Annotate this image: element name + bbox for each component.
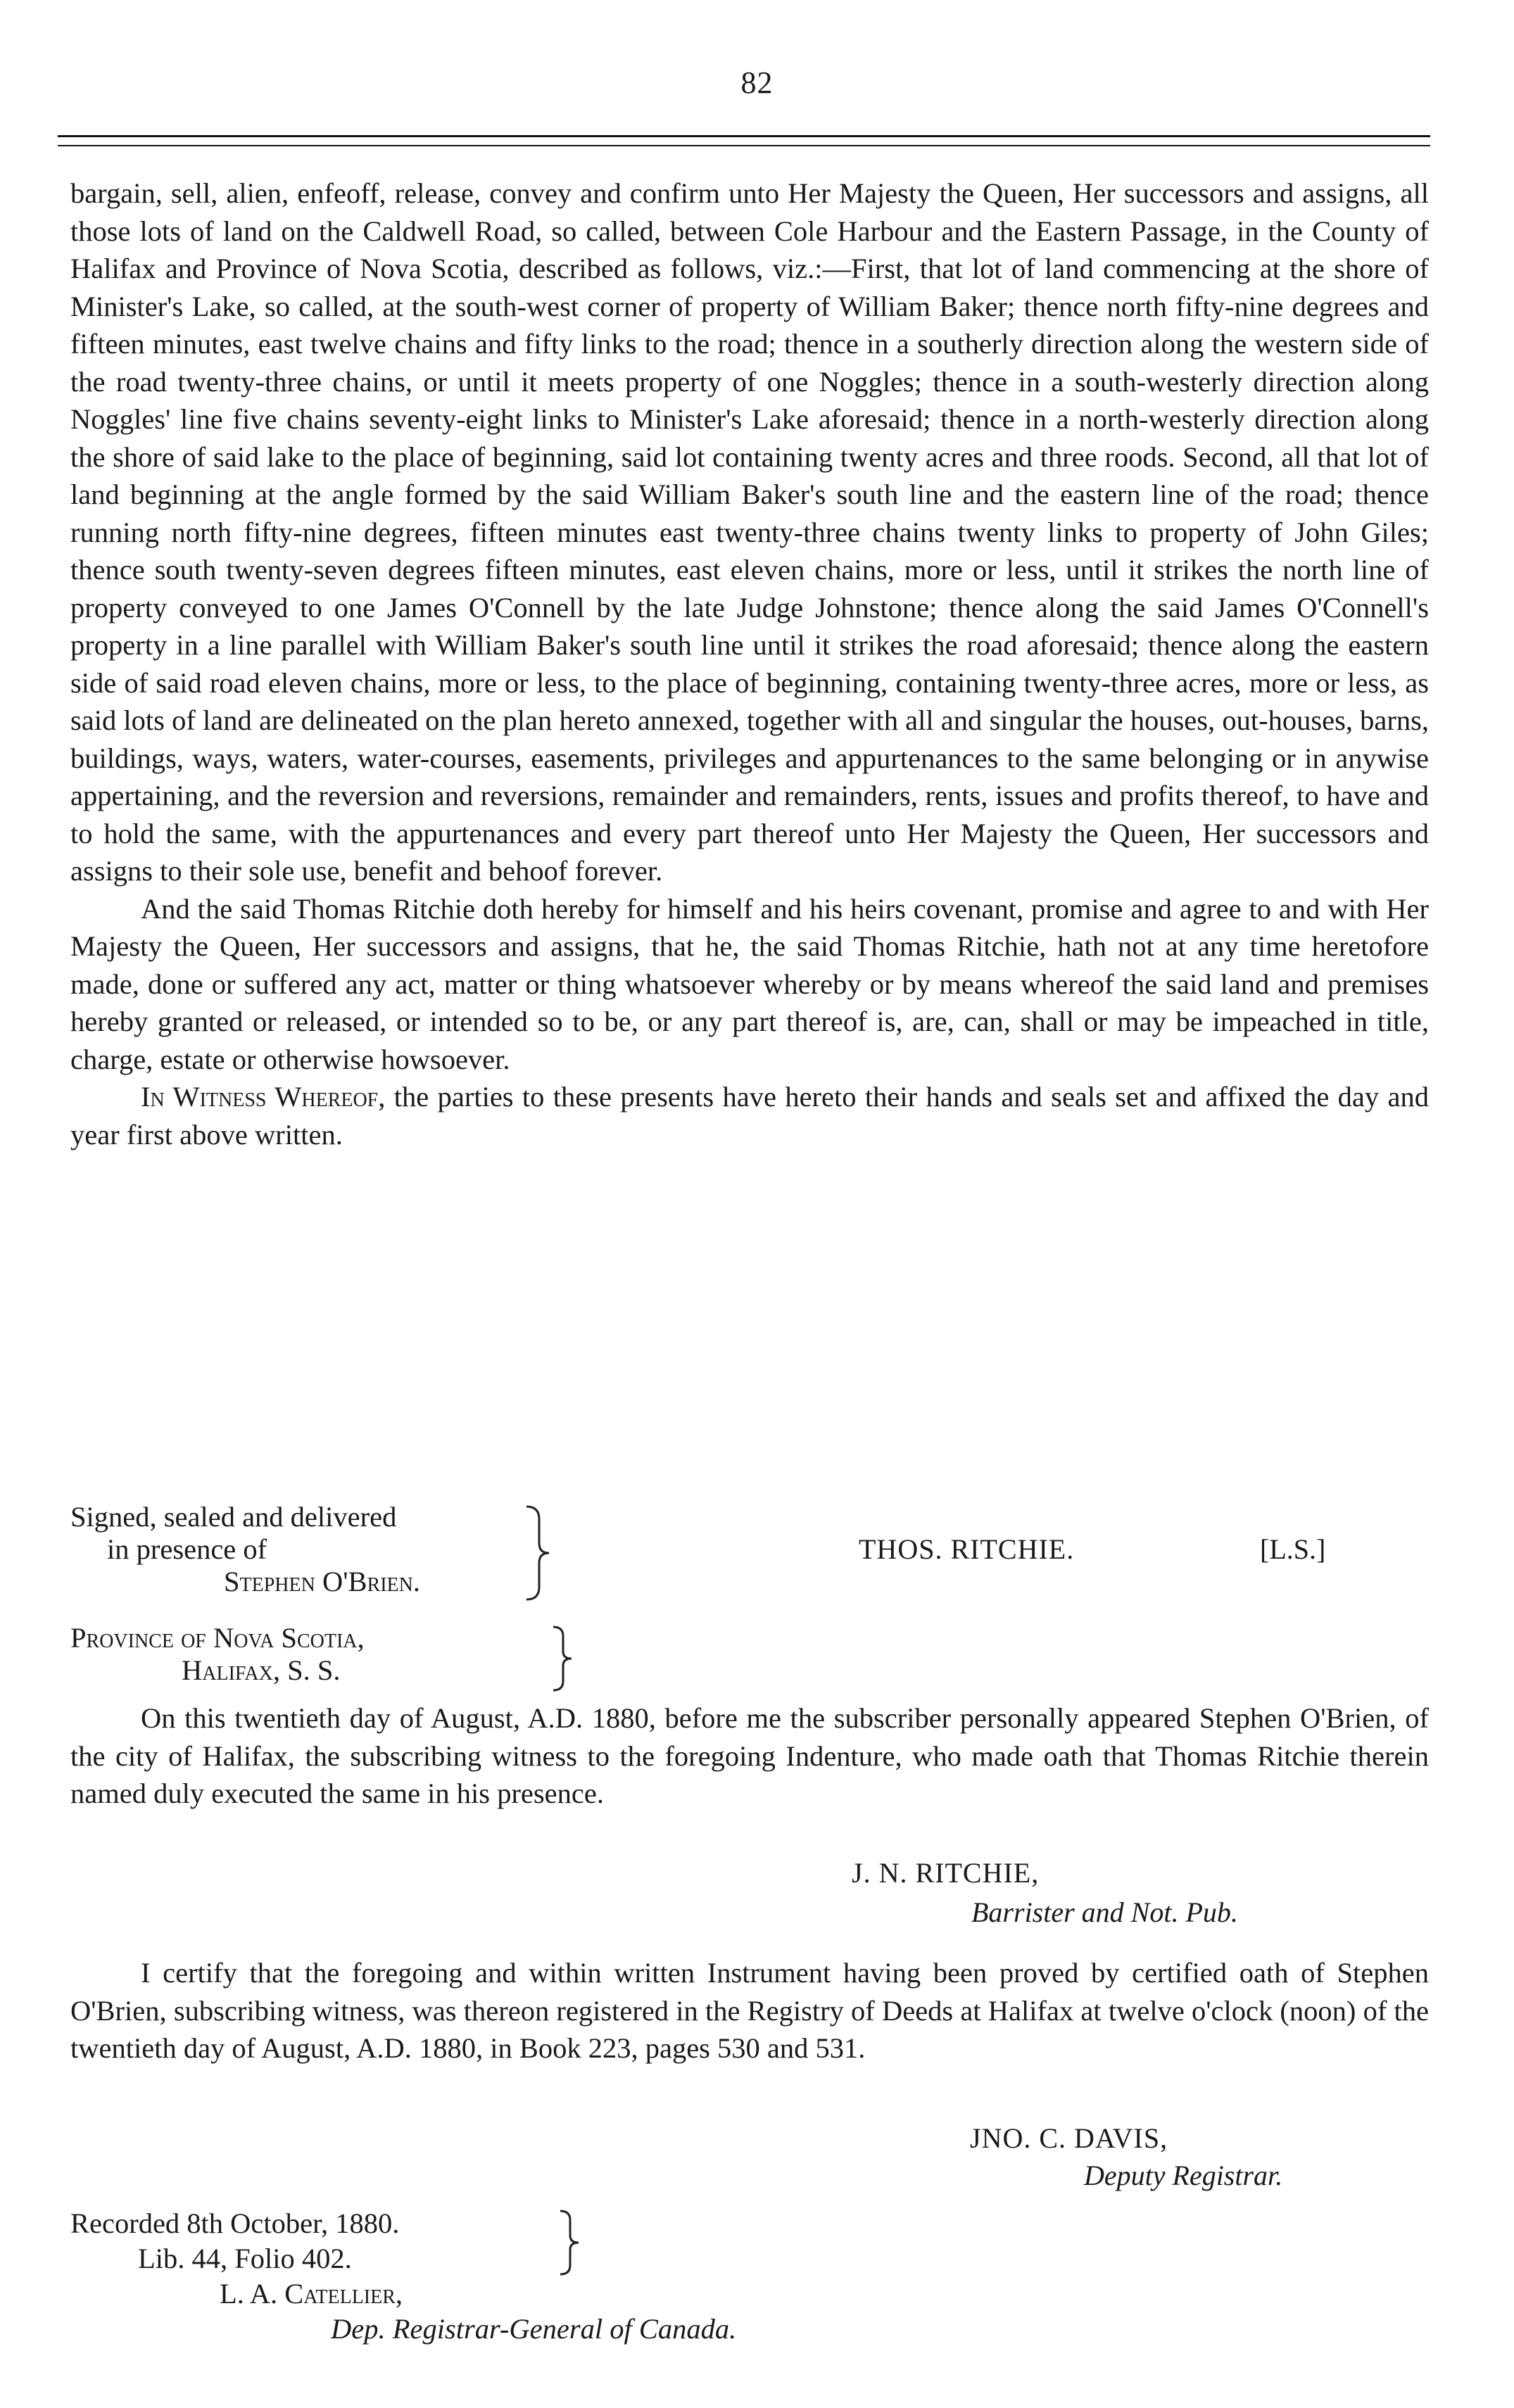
witness-lead: In Witness Whereof, bbox=[141, 1081, 386, 1113]
header-rule-thin bbox=[58, 145, 1430, 146]
liber-folio: Lib. 44, Folio 402. bbox=[138, 2243, 352, 2274]
witness-paragraph bbox=[70, 1078, 1429, 1153]
record-block bbox=[70, 2206, 915, 2389]
registrar-title: Deputy Registrar. bbox=[1084, 2160, 1283, 2191]
notary-name: J. N. RITCHIE, bbox=[852, 1857, 1040, 1889]
right-brace-icon bbox=[549, 1625, 577, 1692]
registrar-name: JNO. C. DAVIS, bbox=[970, 2122, 1168, 2154]
signer-name: THOS. RITCHIE. bbox=[859, 1533, 1075, 1565]
page-number: 82 bbox=[740, 65, 774, 100]
province-line: Province of Nova Scotia, bbox=[70, 1622, 365, 1654]
certificate-paragraph: I certify that the foregoing and within written Instrument having been proved by certified oath of Stephen O'Brien, subscribing witness, was thereon registered in the Registry of Deeds at Halifax at twelve o'clock (noon) of the twentieth day of August, A.D. 1880, in Book 223, pages 530 and 531. bbox=[70, 1957, 1429, 2064]
recorder-title: Dep. Registrar-General of Canada. bbox=[331, 2313, 737, 2345]
recorder-name: L. A. Catellier, bbox=[220, 2278, 403, 2309]
county-line: Halifax, S. S. bbox=[182, 1654, 341, 1686]
conveyance-paragraph: bargain, sell, alien, enfeoff, release, convey and confirm unto Her Majesty the Queen, Her successors and assigns, all those lots of land on the Caldwell Road, so called, between Cole Harbour and the Eastern Passage, in the County of Halifax and Province of Nova Scotia, described as follows, viz.:—First, that lot of land commencing at the shore of Minister's Lake, so called, at the south-west corner of property of William Baker; thence north fifty-nine degrees and fifteen minutes, east twelve chains and fifty links to the road; thence in a southerly direction along the western side of the road twenty-three chains, or until it meets property of one Noggles; thence in a south-westerly direction along Noggles' line five chains seventy-eight links to Minister's Lake aforesaid; thence in a north-westerly direction along the shore of said lake to the place of beginning, said lot containing twenty acres and three roods. Second, all that lot of land beginning at the angle formed by the said William Baker's south line and the eastern line of the road; thence running north fifty-nine degrees, fifteen minutes east twenty-three chains twenty links to property of John Giles; thence south twenty-seven degrees fifteen minutes, east eleven chains, more or less, until it strikes the north line of property conveyed to one James O'Connell by the late Judge Johnstone; thence along the said James O'Connell's property in a line parallel with William Baker's south line until it strikes the road aforesaid; thence along the eastern side of said road eleven chains, more or less, to the place of beginning, containing twenty-three acres, more or less, as said lots of land are delineated on the plan hereto annexed, together with all and singular the houses, out-houses, barns, buildings, ways, waters, water-courses, easements, privileges and appurtenances to the same belonging or in anywise appertaining, and the reversion and reversions, remainder and remainders, rents, issues and profits thereof, to have and to hold the same, with the appurtenances and every part thereof unto Her Majesty the Queen, Her successors and assigns to their sole use, benefit and behoof forever. bbox=[70, 177, 1429, 887]
certificate-block bbox=[70, 1954, 1429, 2067]
deed-body bbox=[70, 175, 1429, 1153]
witness-rest: the parties to these presents have hereto their hands and seals set and affixed the day and year first above written. bbox=[70, 1081, 1429, 1151]
witness-name: Stephen O'Brien. bbox=[224, 1566, 420, 1597]
covenant-paragraph: And the said Thomas Ritchie doth hereby for himself and his heirs covenant, promise and agree to and with Her Majesty the Queen, Her successors and assigns, that he, the said Thomas Ritchie, hath not at any time heretofore made, done or suffered any act, matter or thing whatsoever whereby or by means whereof the said land and premises hereby granted or released, or intended so to be, or any part thereof is, are, can, shall or may be impeached in title, charge, estate or otherwise howsoever. bbox=[70, 892, 1429, 1075]
seal-mark: [L.S.] bbox=[1260, 1533, 1326, 1565]
acknowledgment-block bbox=[70, 1699, 1429, 1813]
header-rule-thick bbox=[58, 135, 1430, 137]
signature-attestation bbox=[70, 1501, 563, 1598]
acknowledgment-paragraph: On this twentieth day of August, A.D. 1880, before me the subscriber personally appeared Stephen O'Brien, of the city of Halifax, the subscribing witness to the foregoing Indenture, who made oath that Thomas Ritchie therein named duly executed the same in his presence. bbox=[70, 1702, 1429, 1809]
venue-block bbox=[70, 1622, 704, 1699]
in-presence-line: in presence of bbox=[107, 1533, 267, 1565]
right-brace-icon bbox=[556, 2209, 584, 2276]
notary-title: Barrister and Not. Pub. bbox=[971, 1896, 1238, 1928]
signed-sealed-line: Signed, sealed and delivered bbox=[70, 1501, 397, 1533]
right-brace-icon bbox=[521, 1504, 556, 1602]
recorded-date: Recorded 8th October, 1880. bbox=[70, 2207, 400, 2239]
